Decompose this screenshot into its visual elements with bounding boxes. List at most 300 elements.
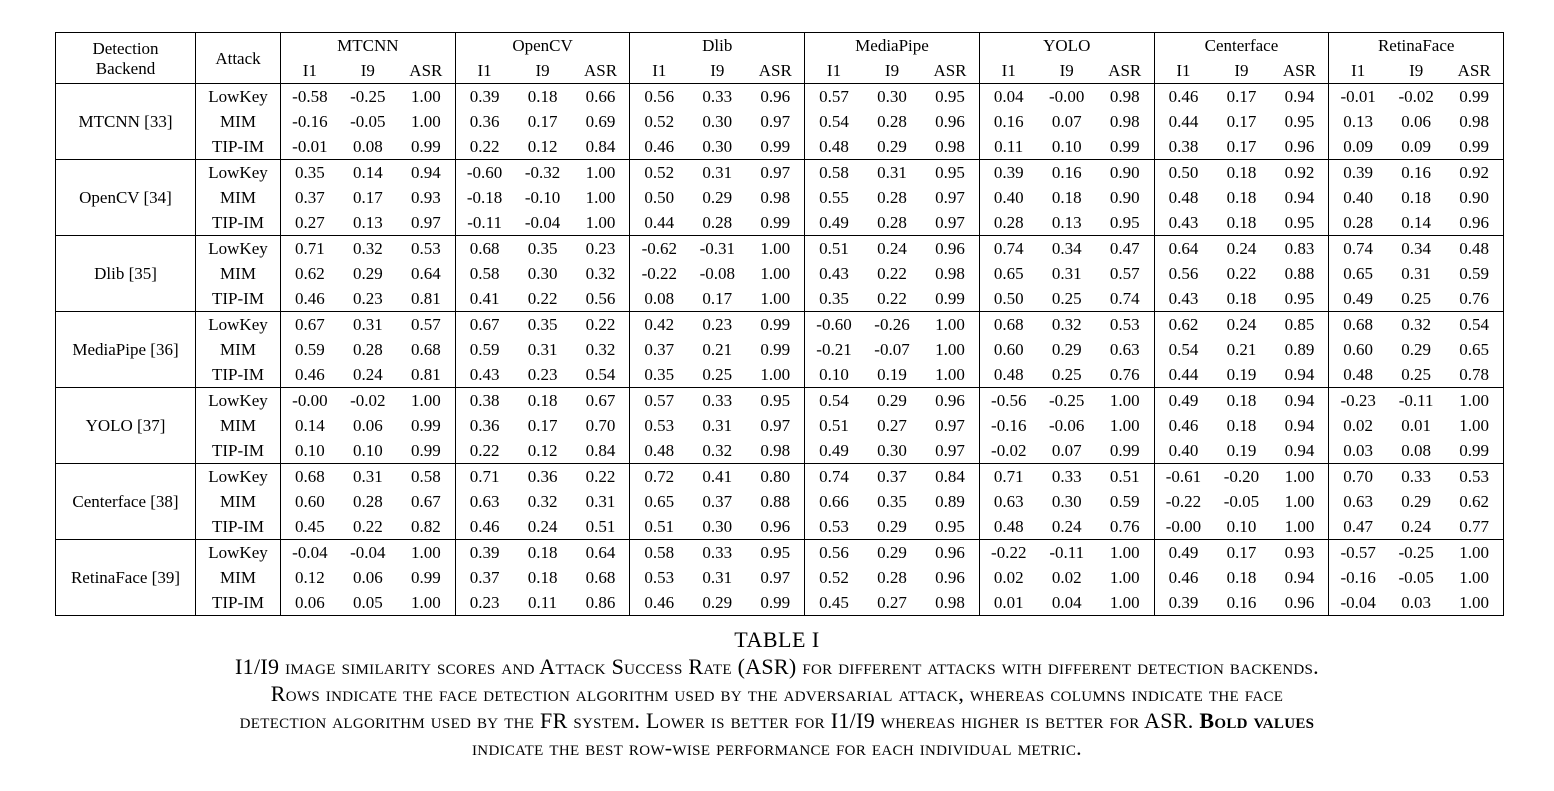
- value-cell: 0.53: [397, 236, 455, 262]
- value-cell: 0.29: [863, 514, 921, 540]
- value-cell: 0.21: [1226, 339, 1257, 359]
- value-cell: 0.99: [397, 413, 455, 438]
- value-cell: 0.71: [469, 466, 500, 486]
- row-backend-label: MediaPipe [36]: [56, 312, 196, 388]
- value-cell: 0.09: [1329, 134, 1387, 160]
- value-cell: 0.56: [819, 542, 849, 562]
- value-cell: 0.96: [1445, 210, 1503, 236]
- value-cell: 0.23: [702, 314, 733, 334]
- value-cell: 0.29: [1401, 339, 1432, 359]
- value-cell: 0.58: [397, 464, 455, 490]
- row-attack-label: LowKey: [196, 236, 281, 262]
- value-cell: 0.57: [819, 86, 849, 106]
- value-cell: 0.39: [993, 162, 1024, 182]
- value-cell: 0.96: [921, 236, 979, 262]
- value-cell: 0.35: [877, 491, 907, 511]
- value-cell: 0.12: [513, 438, 571, 464]
- value-cell: 0.84: [572, 134, 630, 160]
- value-cell: 0.36: [527, 466, 558, 486]
- value-cell: 0.18: [1401, 187, 1432, 207]
- value-cell: -0.56: [991, 390, 1027, 410]
- value-cell: 0.99: [746, 590, 804, 616]
- value-cell: 0.37: [294, 187, 325, 207]
- value-cell: 0.81: [397, 286, 455, 312]
- value-cell: 0.63: [993, 491, 1024, 511]
- header-metric-asr: ASR: [1445, 58, 1503, 84]
- value-cell: 0.27: [281, 210, 339, 236]
- value-cell: 0.51: [819, 415, 849, 435]
- value-cell: 0.74: [1343, 238, 1374, 258]
- value-cell: 0.22: [877, 263, 907, 283]
- value-cell: 0.28: [877, 111, 907, 131]
- value-cell: 0.22: [572, 464, 630, 490]
- value-cell: -0.08: [699, 263, 735, 283]
- header-metric-asr: ASR: [1096, 58, 1154, 84]
- value-cell: -0.00: [1154, 514, 1212, 540]
- value-cell: -0.18: [466, 187, 503, 207]
- value-cell: 0.43: [1154, 286, 1212, 312]
- value-cell: 0.30: [702, 111, 733, 131]
- value-cell: 0.22: [455, 134, 513, 160]
- header-metric-i9: I9: [688, 58, 746, 84]
- value-cell: 0.24: [1038, 514, 1096, 540]
- value-cell: 0.06: [1401, 111, 1432, 131]
- value-cell: 0.54: [572, 362, 630, 388]
- value-cell: 0.65: [644, 491, 675, 511]
- value-cell: 0.41: [455, 286, 513, 312]
- header-detection-backend-line: Backend: [95, 58, 156, 78]
- row-attack-label: TIP-IM: [196, 134, 281, 160]
- header-metric-i9: I9: [339, 58, 397, 84]
- value-cell: 0.96: [921, 540, 979, 566]
- row-attack-label: TIP-IM: [196, 362, 281, 388]
- header-metric-i1: I1: [281, 58, 339, 84]
- value-cell: -0.00: [292, 390, 328, 410]
- value-cell: 0.29: [877, 390, 907, 410]
- value-cell: 1.00: [1096, 540, 1154, 566]
- value-cell: 0.25: [688, 362, 746, 388]
- value-cell: 0.88: [746, 489, 804, 514]
- value-cell: 0.50: [1168, 162, 1199, 182]
- value-cell: 0.32: [572, 337, 630, 362]
- value-cell: 0.51: [819, 238, 849, 258]
- value-cell: 0.59: [294, 339, 325, 359]
- value-cell: 0.28: [877, 187, 907, 207]
- value-cell: 0.70: [572, 413, 630, 438]
- value-cell: 0.78: [1445, 362, 1503, 388]
- row-backend-label: Centerface [38]: [56, 464, 196, 540]
- value-cell: -0.10: [524, 187, 561, 207]
- value-cell: -0.04: [513, 210, 571, 236]
- value-cell: 0.96: [1271, 134, 1329, 160]
- value-cell: 0.53: [1096, 312, 1154, 338]
- value-cell: 0.43: [455, 362, 513, 388]
- value-cell: 0.62: [294, 263, 325, 283]
- value-cell: 0.24: [339, 362, 397, 388]
- value-cell: 0.97: [746, 413, 804, 438]
- value-cell: 0.34: [1401, 238, 1432, 258]
- value-cell: 1.00: [572, 210, 630, 236]
- header-metric-i1: I1: [805, 58, 863, 84]
- value-cell: 0.17: [1226, 542, 1257, 562]
- value-cell: 0.84: [921, 464, 979, 490]
- value-cell: 0.22: [863, 286, 921, 312]
- value-cell: 0.46: [1168, 567, 1199, 587]
- value-cell: 0.90: [1445, 185, 1503, 210]
- value-cell: 0.96: [746, 84, 804, 110]
- value-cell: 0.97: [397, 210, 455, 236]
- value-cell: 0.94: [1271, 413, 1329, 438]
- value-cell: 0.63: [1096, 337, 1154, 362]
- value-cell: 0.74: [993, 238, 1024, 258]
- value-cell: 0.95: [1096, 210, 1154, 236]
- value-cell: 0.51: [630, 514, 688, 540]
- value-cell: -0.02: [979, 438, 1037, 464]
- header-group-mtcnn: MTCNN: [281, 33, 456, 59]
- value-cell: 0.24: [1226, 314, 1257, 334]
- value-cell: 1.00: [1445, 540, 1503, 566]
- value-cell: 0.37: [644, 339, 675, 359]
- header-metric-i1: I1: [630, 58, 688, 84]
- value-cell: 0.60: [1343, 339, 1374, 359]
- value-cell: 0.25: [1038, 286, 1096, 312]
- value-cell: 0.22: [1226, 263, 1257, 283]
- value-cell: -0.22: [641, 263, 677, 283]
- value-cell: 0.28: [979, 210, 1037, 236]
- value-cell: 0.59: [1445, 261, 1503, 286]
- value-cell: 0.95: [1271, 210, 1329, 236]
- caption-bold-values: Bold values: [1199, 708, 1315, 733]
- table-row: [56, 540, 1504, 566]
- value-cell: 0.98: [1445, 109, 1503, 134]
- value-cell: 0.77: [1445, 514, 1503, 540]
- row-attack-label: TIP-IM: [196, 286, 281, 312]
- value-cell: 0.99: [746, 134, 804, 160]
- value-cell: 0.99: [746, 312, 804, 338]
- table-caption: [0, 627, 1554, 761]
- value-cell: 0.48: [1445, 236, 1503, 262]
- value-cell: -0.05: [1398, 567, 1434, 587]
- table-row: [56, 565, 1504, 590]
- value-cell: 1.00: [397, 590, 455, 616]
- value-cell: 0.90: [1096, 185, 1154, 210]
- value-cell: 0.46: [1168, 415, 1199, 435]
- value-cell: -0.11: [1398, 390, 1434, 410]
- value-cell: 0.76: [1445, 286, 1503, 312]
- value-cell: 0.37: [877, 466, 907, 486]
- header-metric-asr: ASR: [1271, 58, 1329, 84]
- value-cell: 0.48: [805, 134, 863, 160]
- value-cell: 0.30: [863, 438, 921, 464]
- value-cell: -0.04: [1329, 590, 1387, 616]
- value-cell: -0.32: [524, 162, 561, 182]
- value-cell: 0.17: [1226, 86, 1257, 106]
- value-cell: 0.50: [644, 187, 675, 207]
- value-cell: 0.96: [921, 109, 979, 134]
- row-attack-label: LowKey: [196, 84, 281, 110]
- value-cell: 0.98: [1096, 109, 1154, 134]
- header-group-yolo: YOLO: [979, 33, 1154, 59]
- value-cell: 0.30: [877, 86, 907, 106]
- value-cell: 0.32: [352, 238, 383, 258]
- value-cell: 0.68: [294, 466, 325, 486]
- value-cell: 0.58: [469, 263, 500, 283]
- value-cell: 0.17: [688, 286, 746, 312]
- value-cell: 1.00: [746, 261, 804, 286]
- value-cell: 0.31: [702, 567, 733, 587]
- value-cell: 0.23: [455, 590, 513, 616]
- value-cell: 0.46: [630, 134, 688, 160]
- value-cell: 0.18: [1226, 415, 1257, 435]
- value-cell: -0.23: [1340, 390, 1376, 410]
- row-attack-label: MIM: [196, 185, 281, 210]
- row-attack-label: TIP-IM: [196, 210, 281, 236]
- value-cell: 0.30: [527, 263, 558, 283]
- value-cell: 0.83: [1271, 236, 1329, 262]
- value-cell: 0.81: [397, 362, 455, 388]
- value-cell: 0.28: [688, 210, 746, 236]
- value-cell: 0.25: [1387, 362, 1445, 388]
- value-cell: 0.89: [921, 489, 979, 514]
- value-cell: 0.39: [469, 86, 500, 106]
- value-cell: 0.31: [1401, 263, 1432, 283]
- value-cell: 0.96: [1271, 590, 1329, 616]
- value-cell: 0.14: [294, 415, 325, 435]
- value-cell: 1.00: [397, 388, 455, 414]
- value-cell: 0.64: [1168, 238, 1199, 258]
- value-cell: 0.65: [993, 263, 1024, 283]
- value-cell: 0.10: [339, 438, 397, 464]
- value-cell: 0.51: [572, 514, 630, 540]
- table-body: [56, 84, 1504, 616]
- value-cell: 0.64: [572, 540, 630, 566]
- value-cell: 0.57: [644, 390, 675, 410]
- value-cell: -0.22: [1165, 491, 1202, 511]
- value-cell: 1.00: [1271, 514, 1329, 540]
- value-cell: 0.80: [746, 464, 804, 490]
- value-cell: 0.42: [644, 314, 675, 334]
- value-cell: 0.19: [863, 362, 921, 388]
- value-cell: 0.49: [1168, 390, 1199, 410]
- row-attack-label: MIM: [196, 489, 281, 514]
- value-cell: 0.32: [572, 261, 630, 286]
- table-row: [56, 489, 1504, 514]
- value-cell: 0.08: [339, 134, 397, 160]
- value-cell: 0.18: [527, 390, 558, 410]
- value-cell: 1.00: [746, 286, 804, 312]
- value-cell: 0.44: [1154, 362, 1212, 388]
- value-cell: 0.22: [572, 312, 630, 338]
- row-attack-label: LowKey: [196, 160, 281, 186]
- value-cell: 0.53: [644, 415, 675, 435]
- value-cell: -0.16: [292, 111, 328, 131]
- results-table: [55, 32, 1504, 616]
- value-cell: 0.53: [644, 567, 675, 587]
- value-cell: 0.23: [572, 236, 630, 262]
- value-cell: 0.51: [1096, 464, 1154, 490]
- value-cell: 0.66: [572, 84, 630, 110]
- value-cell: 0.22: [339, 514, 397, 540]
- value-cell: 1.00: [921, 337, 979, 362]
- value-cell: -0.11: [455, 210, 513, 236]
- value-cell: -0.02: [350, 390, 386, 410]
- header-group-dlib: Dlib: [630, 33, 805, 59]
- value-cell: 0.99: [397, 565, 455, 590]
- value-cell: 1.00: [1445, 388, 1503, 414]
- value-cell: 0.06: [281, 590, 339, 616]
- caption-label: TABLE I: [734, 627, 820, 652]
- value-cell: 0.39: [1343, 162, 1374, 182]
- value-cell: -0.01: [281, 134, 339, 160]
- value-cell: 0.24: [1387, 514, 1445, 540]
- value-cell: 0.85: [1271, 312, 1329, 338]
- value-cell: 0.68: [397, 337, 455, 362]
- row-attack-label: LowKey: [196, 464, 281, 490]
- value-cell: 0.03: [1387, 590, 1445, 616]
- value-cell: 0.33: [702, 542, 733, 562]
- value-cell: 0.22: [513, 286, 571, 312]
- value-cell: 0.58: [819, 162, 849, 182]
- value-cell: 1.00: [1445, 590, 1503, 616]
- table-row: [56, 362, 1504, 388]
- value-cell: 0.44: [630, 210, 688, 236]
- value-cell: 0.14: [352, 162, 383, 182]
- value-cell: 0.62: [1445, 489, 1503, 514]
- value-cell: 0.56: [572, 286, 630, 312]
- value-cell: -0.01: [1340, 86, 1376, 106]
- value-cell: -0.06: [1049, 415, 1085, 435]
- value-cell: 0.99: [1445, 438, 1503, 464]
- value-cell: 0.97: [921, 185, 979, 210]
- value-cell: 0.24: [513, 514, 571, 540]
- value-cell: 0.99: [397, 134, 455, 160]
- caption-text: [0, 653, 1554, 761]
- value-cell: 0.52: [644, 162, 675, 182]
- value-cell: 1.00: [746, 362, 804, 388]
- value-cell: -0.00: [1049, 86, 1085, 106]
- value-cell: 0.63: [469, 491, 500, 511]
- value-cell: -0.25: [1398, 542, 1434, 562]
- value-cell: 0.94: [1271, 185, 1329, 210]
- row-attack-label: MIM: [196, 565, 281, 590]
- value-cell: 0.17: [1226, 111, 1257, 131]
- value-cell: 0.29: [863, 134, 921, 160]
- value-cell: 0.68: [1343, 314, 1374, 334]
- value-cell: -0.04: [292, 542, 328, 562]
- value-cell: 1.00: [1271, 489, 1329, 514]
- header-metric-asr: ASR: [397, 58, 455, 84]
- value-cell: 0.95: [1271, 286, 1329, 312]
- value-cell: 0.32: [1051, 314, 1082, 334]
- row-backend-label: Dlib [35]: [56, 236, 196, 312]
- value-cell: 0.10: [1038, 134, 1096, 160]
- value-cell: 0.90: [1096, 160, 1154, 186]
- value-cell: 0.18: [527, 542, 558, 562]
- value-cell: 0.23: [339, 286, 397, 312]
- value-cell: 1.00: [1096, 413, 1154, 438]
- value-cell: 0.25: [1387, 286, 1445, 312]
- row-attack-label: MIM: [196, 337, 281, 362]
- caption-line-3-text: detection algorithm used by the FR system. Lower is better for I1/I9 whereas higher is better for ASR.: [239, 708, 1194, 733]
- value-cell: 0.99: [1445, 84, 1503, 110]
- value-cell: 0.94: [1271, 362, 1329, 388]
- value-cell: 0.99: [1445, 134, 1503, 160]
- value-cell: -0.31: [699, 238, 735, 258]
- value-cell: 0.13: [1038, 210, 1096, 236]
- value-cell: 0.43: [819, 263, 849, 283]
- value-cell: 1.00: [397, 84, 455, 110]
- value-cell: 0.35: [294, 162, 325, 182]
- row-backend-label: RetinaFace [39]: [56, 540, 196, 616]
- value-cell: 0.25: [1038, 362, 1096, 388]
- value-cell: 0.18: [527, 567, 558, 587]
- value-cell: -0.25: [350, 86, 386, 106]
- value-cell: 0.33: [1051, 466, 1082, 486]
- table-row: [56, 438, 1504, 464]
- value-cell: -0.60: [816, 314, 852, 334]
- value-cell: 0.28: [1329, 210, 1387, 236]
- value-cell: 0.27: [877, 415, 907, 435]
- value-cell: 0.93: [1271, 540, 1329, 566]
- value-cell: 0.46: [281, 362, 339, 388]
- value-cell: 0.10: [281, 438, 339, 464]
- value-cell: -0.26: [874, 314, 910, 334]
- value-cell: -0.22: [991, 542, 1027, 562]
- value-cell: 0.92: [1271, 160, 1329, 186]
- value-cell: 0.65: [1343, 263, 1374, 283]
- header-metric-asr: ASR: [572, 58, 630, 84]
- value-cell: 0.08: [630, 286, 688, 312]
- value-cell: 0.66: [819, 491, 849, 511]
- value-cell: 0.23: [513, 362, 571, 388]
- value-cell: 0.10: [1212, 514, 1270, 540]
- value-cell: 0.01: [1401, 415, 1432, 435]
- value-cell: 0.95: [921, 514, 979, 540]
- value-cell: 0.48: [979, 514, 1037, 540]
- value-cell: 0.24: [877, 238, 907, 258]
- value-cell: 1.00: [1096, 590, 1154, 616]
- value-cell: 0.76: [1096, 514, 1154, 540]
- value-cell: 0.31: [877, 162, 907, 182]
- value-cell: 0.88: [1271, 261, 1329, 286]
- value-cell: 0.54: [1168, 339, 1199, 359]
- value-cell: 0.95: [746, 388, 804, 414]
- value-cell: 0.24: [1226, 238, 1257, 258]
- header-metric-i1: I1: [979, 58, 1037, 84]
- value-cell: 0.11: [979, 134, 1037, 160]
- value-cell: 0.18: [1212, 286, 1270, 312]
- header-group-retinaface: RetinaFace: [1329, 33, 1504, 59]
- value-cell: 0.57: [397, 312, 455, 338]
- value-cell: 0.99: [1096, 134, 1154, 160]
- header-metric-i1: I1: [1329, 58, 1387, 84]
- caption-line-1: I1/I9 image similarity scores and Attack Success Rate (ASR) for different attacks with different detection backends.: [235, 654, 1319, 679]
- value-cell: 0.49: [1168, 542, 1199, 562]
- row-attack-label: LowKey: [196, 540, 281, 566]
- value-cell: 0.16: [1212, 590, 1270, 616]
- value-cell: 0.95: [746, 540, 804, 566]
- value-cell: 0.40: [1343, 187, 1374, 207]
- value-cell: 0.46: [630, 590, 688, 616]
- value-cell: 0.18: [1051, 187, 1082, 207]
- value-cell: 0.92: [1445, 160, 1503, 186]
- header-metric-i9: I9: [1387, 58, 1445, 84]
- value-cell: 0.45: [805, 590, 863, 616]
- header-group-centerface: Centerface: [1154, 33, 1329, 59]
- value-cell: 0.31: [352, 466, 383, 486]
- value-cell: -0.60: [466, 162, 503, 182]
- value-cell: 0.99: [397, 438, 455, 464]
